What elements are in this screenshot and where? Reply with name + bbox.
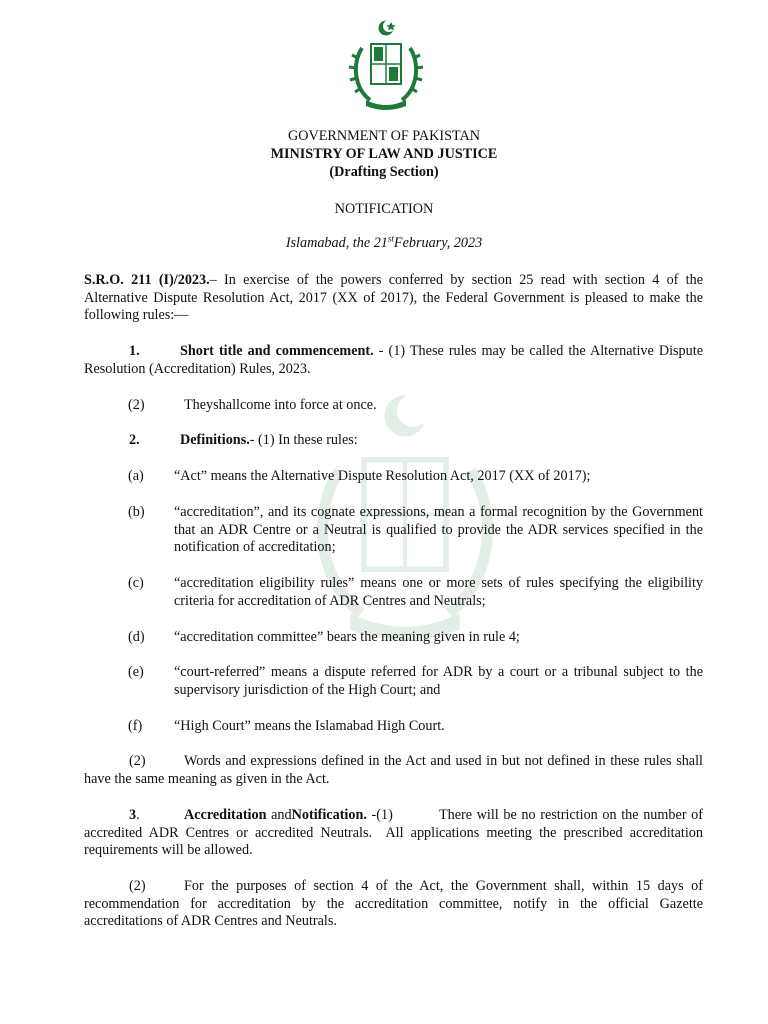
clause-b-mark: (b)	[128, 504, 145, 520]
clause-a-mark: (a)	[128, 468, 144, 484]
rule-1-paragraph: 1. Short title and commencement. - (1) These rules may be called the Alternative Dispute Resolution (Accreditation) Rules, 2023.	[84, 343, 703, 377]
rule-1-sub2-text: Theyshallcome into force at once.	[184, 397, 377, 413]
clause-e-text: “court-referred” means a dispute referred for ADR by a court or a tribunal subject to the supervisory jurisdiction of the High Court; and	[174, 664, 703, 698]
clause-f-mark: (f)	[128, 718, 143, 734]
rule-1-title: Short title and commencement.	[180, 343, 374, 359]
clause-d-text: “accreditation committee” bears the meaning given in rule 4;	[174, 629, 520, 645]
section-heading: (Drafting Section)	[329, 164, 439, 180]
notification-heading: NOTIFICATION	[334, 201, 434, 217]
rule-2-sub2-paragraph: (2) Words and expressions defined in the Act and used in but not defined in these rules shall have the same meaning as given in the Act.	[84, 753, 703, 787]
rule-3-paragraph: 3. Accreditation andNotification. -(1) There will be no restriction on the number of accredited ADR Centres or accredited Neutrals. All applications meeting the prescribed accreditation requirements will be allowed.	[84, 807, 707, 859]
clause-c-text: “accreditation eligibility rules” means one or more sets of rules specifying the eligibility criteria for accreditation of ADR Centres and Neutrals;	[174, 575, 703, 609]
rule-1-sub2-number: (2)	[128, 397, 145, 413]
clause-e-mark: (e)	[128, 664, 144, 680]
rule-3-title-b: Notification.	[291, 807, 367, 823]
state-emblem-icon	[344, 18, 428, 114]
rule-2-title: Definitions.	[180, 432, 250, 448]
clause-d-mark: (d)	[128, 629, 145, 645]
preamble-paragraph: S.R.O. 211 (I)/2023.– In exercise of the powers conferred by section 25 read with section 4 of the Alternative Dispute Resolution Act, 2017 (XX of 2017), the Federal Government is pleased to make the following rules:—	[84, 272, 704, 324]
clause-c-mark: (c)	[128, 575, 144, 591]
rule-3-sub2-paragraph: (2) For the purposes of section 4 of the Act, the Government shall, within 15 days of recommendation for accreditation by the accreditation committee, notify in the official Gazette accreditations of ADR Centres and Neutrals.	[84, 878, 703, 930]
rule-2-paragraph: 2. Definitions.- (1) In these rules:	[129, 432, 358, 448]
rule-3-title-a: Accreditation	[184, 807, 267, 823]
clause-b-text: “accreditation”, and its cognate expressions, mean a formal recognition by the Government that an ADR Centre or a Neutral is qualified to provide the ADR services specified in the notification of accreditation;	[174, 504, 703, 556]
sro-number: S.R.O. 211 (I)/2023.	[84, 272, 210, 288]
notification-date: Islamabad, the 21stFebruary, 2023	[285, 233, 483, 251]
clause-a-text: “Act” means the Alternative Dispute Resolution Act, 2017 (XX of 2017);	[174, 468, 591, 484]
government-heading: GOVERNMENT OF PAKISTAN	[288, 128, 480, 144]
ministry-heading: MINISTRY OF LAW AND JUSTICE	[270, 146, 498, 162]
clause-f-text: “High Court” means the Islamabad High Court.	[174, 718, 445, 734]
